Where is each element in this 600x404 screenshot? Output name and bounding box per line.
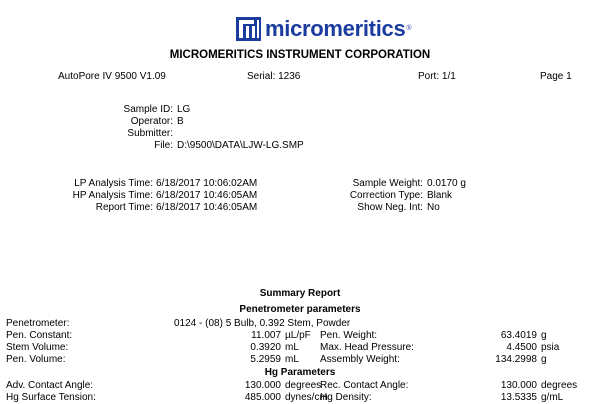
- operator-label: Operator:: [130, 116, 173, 127]
- software-version: AutoPore IV 9500 V1.09: [58, 71, 166, 82]
- pen-constant-unit: µL/pF: [285, 330, 311, 341]
- micromeritics-logo-icon: [236, 17, 261, 41]
- stem-volume-unit: mL: [285, 342, 299, 353]
- sample-weight-label: Sample Weight:: [352, 178, 423, 189]
- sample-id-value: LG: [177, 104, 191, 115]
- correction-type-label: Correction Type:: [349, 190, 423, 201]
- pen-volume-value: 5.2959: [250, 354, 281, 365]
- correction-type-value: Blank: [427, 190, 453, 201]
- adv-contact-angle-unit: degrees: [285, 380, 322, 391]
- hg-surface-tension-label: Hg Surface Tension:: [6, 392, 96, 403]
- registered-mark: ®: [406, 25, 412, 32]
- summary-report-title: Summary Report: [259, 288, 341, 299]
- company-logo: [236, 16, 412, 42]
- max-head-pressure-value: 4.4500: [506, 342, 537, 353]
- logo-wordmark: micromeritics: [265, 16, 406, 41]
- adv-contact-angle-label: Adv. Contact Angle:: [6, 380, 94, 391]
- hp-analysis-time-value: 6/18/2017 10:46:05AM: [156, 190, 258, 201]
- assembly-weight-label: Assembly Weight:: [320, 354, 400, 365]
- pen-constant-label: Pen. Constant:: [6, 330, 73, 341]
- hg-surface-tension-unit: dynes/cm: [285, 392, 328, 403]
- report-time-label: Report Time:: [95, 202, 153, 213]
- sample-id-label: Sample ID:: [123, 104, 173, 115]
- lp-analysis-time-value: 6/18/2017 10:06:02AM: [156, 178, 258, 189]
- max-head-pressure-label: Max. Head Pressure:: [320, 342, 414, 353]
- serial-number: Serial: 1236: [247, 71, 301, 82]
- hg-density-value: 13.5335: [500, 392, 537, 403]
- port-number: Port: 1/1: [418, 71, 456, 82]
- pen-weight-label: Pen. Weight:: [320, 330, 378, 341]
- hg-parameters-title: Hg Parameters: [264, 367, 336, 378]
- penetrometer-value: 0124 - (08) 5 Bulb, 0.392 Stem, Powder: [174, 318, 351, 329]
- assembly-weight-value: 134.2998: [495, 354, 537, 365]
- submitter-label: Submitter:: [127, 128, 173, 139]
- company-name: MICROMERITICS INSTRUMENT CORPORATION: [169, 49, 431, 61]
- pen-weight-unit: g: [541, 330, 547, 341]
- page-number: Page 1: [540, 71, 572, 82]
- hg-surface-tension-value: 485.000: [244, 392, 281, 403]
- adv-contact-angle-value: 130.000: [244, 380, 281, 391]
- stem-volume-label: Stem Volume:: [6, 342, 69, 353]
- pen-volume-label: Pen. Volume:: [6, 354, 66, 365]
- pen-volume-unit: mL: [285, 354, 299, 365]
- operator-value: B: [177, 116, 184, 127]
- max-head-pressure-unit: psia: [541, 342, 560, 353]
- assembly-weight-unit: g: [541, 354, 547, 365]
- hp-analysis-time-label: HP Analysis Time:: [72, 190, 153, 201]
- penetrometer-label: Penetrometer:: [6, 318, 70, 329]
- sample-weight-value: 0.0170 g: [427, 178, 466, 189]
- rec-contact-angle-value: 130.000: [500, 380, 537, 391]
- show-neg-int-label: Show Neg. Int:: [357, 202, 423, 213]
- rec-contact-angle-unit: degrees: [541, 380, 578, 391]
- file-value: D:\9500\DATA\LJW-LG.SMP: [177, 140, 304, 151]
- hg-density-label: Hg Density:: [320, 392, 372, 403]
- pen-weight-value: 63.4019: [500, 330, 537, 341]
- stem-volume-value: 0.3920: [250, 342, 281, 353]
- rec-contact-angle-label: Rec. Contact Angle:: [320, 380, 409, 391]
- show-neg-int-value: No: [427, 202, 440, 213]
- lp-analysis-time-label: LP Analysis Time:: [74, 178, 153, 189]
- pen-constant-value: 11.007: [251, 330, 281, 341]
- penetrometer-section-title: Penetrometer parameters: [239, 304, 361, 315]
- file-label: File:: [154, 140, 173, 151]
- report-time-value: 6/18/2017 10:46:05AM: [156, 202, 258, 213]
- hg-density-unit: g/mL: [541, 392, 564, 403]
